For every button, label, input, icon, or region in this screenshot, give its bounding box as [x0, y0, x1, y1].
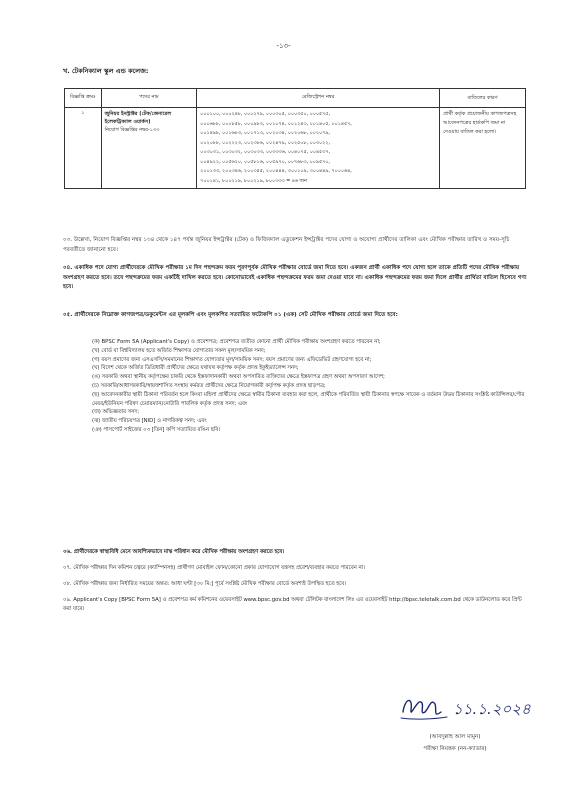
page-number: -১৩- [276, 42, 291, 50]
list-item: (জ) অভিজ্ঞতার সনদ; [92, 409, 140, 416]
header-registration: রেজিস্ট্রেশন নম্বর [197, 89, 440, 108]
list-item: (ঝ) জাতীয় পরিচয়পত্র [NID] ও নাগরিকত্ব সনদ; এবং [92, 418, 207, 425]
header-reason: বাতিলের কারণ [440, 89, 526, 108]
registration-line: ০০৪৯২২, ০০৫৬২০, ০০৫৮১৬, ০০৫৯৭০, ০০৭৬৮৩, ০০৯৫৭০, [200, 158, 330, 165]
registration-line: ০০৩০৩১, ০০৩০৩২, ০০৩০৩৩, ০০৩৩৩৬, ০০৪০৭৫, ০০৪৫৩৭, [200, 149, 330, 155]
row-registration-numbers [197, 108, 440, 189]
post-reference: নিয়োগ বিজ্ঞপ্তির নম্বর-১৩৩ [104, 127, 160, 133]
note-08: ০৮. মৌখিক পরীক্ষার জন্য নির্ধারিত সময়ের অন্তত: আধা ঘণ্টা [৩০ মি:] পূর্বে সংশ্লিষ্ট মৌখিক পরীক্ষার বোর্ডে অবশ্যই উপস্থিত হতে হবে। [63, 581, 347, 587]
header-serial: বিজ্ঞপ্তি ক্রমঃ [65, 89, 102, 108]
note-07: ০৭. মৌখিক পরীক্ষার দিন কমিশন চত্বরে (ক্যাম্পিনসহ) প্রার্থীগণ মোবাইল ফোন/কোনো প্রকার যোগাযোগ যন্ত্রসহ প্রবেশ/ব্যবহার করতে পারবেন না। [63, 565, 366, 571]
signature-date: ১১.১.২০২৪ [453, 700, 531, 718]
required-documents-list [92, 338, 529, 435]
registration-line: ০০২০৮৮, ০০২২২৩, ০০২৩৮৬, ০০২৪৭৯, ০০২৫০৮, ০০৩০২২, [200, 139, 330, 146]
registration-line: ২০০১৩৩, ২০০৩৪৬, ২০০৩৫৫, ২০০৪৪৪, ৩০০১০৯, ৩০০৪৪৯, ৭০০০৬৪, [200, 168, 352, 174]
registration-line: ০০০১০০, ০০০২৪৮, ০০০২৭৯, ০০০৩০৫, ০০০৩৫০, ০০০৫৭৫, [200, 111, 330, 117]
list-item: (ঙ) সরকারি অথবা স্থানীয় কর্তৃপক্ষের চাকরি থেকে ইস্তফাদানকারী অথবা অপসারিত ব্যক্তিদের ক্ষেত্রে ইস্তফাপত্র গ্রহণ অথবা অপসারণ আদেশ; [92, 374, 385, 381]
list-item: (খ) বোর্ড বা বিশ্ববিদ্যালয় হতে অর্জিত শিক্ষাগত যোগ্যতার সকল মূল/সাময়িক সনদ; [92, 347, 266, 354]
table-row [65, 108, 526, 189]
row-post [101, 108, 197, 189]
signatory-name: (আবদুল্লাহ আল মামুন) [429, 734, 481, 740]
list-item: (চ) সরকারি/আধাসরকারি/স্বায়ত্তশাসিত সংস্থায় কর্মরত প্রার্থীদের ক্ষেত্রে নিয়োগকারী কর্তৃপক্ষ কর্তৃক প্রদত্ত ছাড়পত্র; [92, 382, 326, 389]
header-post-name: পদের নাম [101, 89, 197, 108]
section-title: খ. টেকনিক্যাল স্কুল এন্ড কলেজ: [63, 67, 149, 75]
row-serial: ১ [65, 108, 102, 189]
paragraph-04: ০৪. একাধিক পদে যোগ্য প্রার্থীদেরকে মৌখিক পরীক্ষার ১ম দিন পছন্দক্রম ফরম পূরণপূর্বক মৌখিক পরীক্ষার বোর্ডে জমা দিতে হবে। একজন প্রার্থী একাধিক পদে যোগ্য হলে তাকে প্রতিটি পদের মৌখিক পরীক্ষায় অংশগ্রহণ করতে হবে। তবে পছন্দক্রমের ফরম একটিই দাখিল করতে হবে। কোনোভাবেই একাধিক পছন্দক্রমের ফরম জমা দেওয়া যাবে না। একাধিক পছন্দক্রমের ফরম জমা দিলে প্রার্থীর প্রার্থিতা বাতিল হিসেবে গণ্য হবে। [63, 265, 527, 290]
note-09: ০৯. Applicant's Copy [BPSC Form 5A] ও প্রবেশপত্র কর্ম কমিশনের ওয়েবসাইট www.bpsc.gov.bd অথবা টেলিটক বাংলাদেশ লিঃ এর ওয়েবসাইট http://bpsc.teletalk.com.bd থেকে ডাউনলোড করে প্রিন্ট করা যাবে। [63, 597, 522, 612]
post-name: জুনিয়র ইনস্ট্রাক্টর (টেক/জেনারেল ইলেকট্রিক্যাল ওয়ার্কস) [104, 111, 172, 125]
note-06: ০৬. প্রার্থীদেরকে স্বাস্থ্যবিধি মেনে আবশ্যিকভাবে মাস্ক পরিধান করে মৌখিক পরীক্ষায় অংশগ্রহণ করতে হবে। [63, 549, 285, 555]
registration-line: ০০০৬৮৮, ০০০৮৫৮, ০০০৯৮৩, ০০১০৭৪, ০০১২৪৩, ০০১৪০৫, ০০১৪৫৭, [200, 120, 352, 127]
row-reason: প্রার্থী কর্তৃক প্রয়োজনীয় কাগজপত্রসহ আবেদনপত্রের হার্ডকপি জমা না দেওয়ায় বাতিল করা হলো। [440, 108, 526, 189]
registration-line: ৭০০১৪১, ৮০০২১৯, ৮০০২১৯, ৮০০৩৩৩ = ৪৬ জন [200, 177, 307, 184]
paragraph-05: ০৫. প্রার্থীদেরকে নিম্নোক্ত কাগজপত্র/ডকুমেন্টস এর মূলকপি এবং মূলকপির সত্যায়িত ফটোকপি ০১ (এক) সেট মৌখিক পরীক্ষার বোর্ডে জমা দিতে হবে: [63, 312, 398, 318]
list-item: (ঞ) পাসপোর্ট সাইজের ০৩ [তিন] কপি সত্যায়িত রঙিন ছবি। [92, 426, 221, 433]
signature-image [395, 690, 565, 726]
cancelled-registrations-table [64, 88, 526, 189]
list-item: (গ) বয়স প্রমাণের জন্য এসএসসি/সমমানের শিক্ষাগত যোগ্যতার মূল/সাময়িক সনদ; বয়স প্রমাণের জন্য এফিডেভিট গ্রহণযোগ্য হবে না; [92, 356, 372, 363]
list-item: (ঘ) বিদেশ থেকে অর্জিত ডিগ্রিধারী প্রার্থীদের ক্ষেত্রে যথাযথ কর্তৃপক্ষ কর্তৃক প্রদত্ত ইকুইভ্যালেন্স সনদ; [92, 365, 299, 372]
registration-line: ০০১৪৯৮, ০০১৬৮৩, ০০১৭১৩, ০০২০৩৪, ০০২০৬৮, ০০২০৭৯, [200, 130, 330, 136]
list-item: (ছ) আবেদনকারীর স্থায়ী ঠিকানা পরিবর্তন হলে কিংবা মহিলা প্রার্থীদের ক্ষেত্রে স্বামীর ঠিকানা ব্যবহার করা হলে, প্রার্থীকে পরিবর্তিত স্থায়ী ঠিকানার স্বপক্ষে সাবেক ও বর্তমান উভয় ঠিকানার সংশ্লিষ্ট কাউন্সিলর/পৌর মেয়র/ইউনিয়ন পরিষদ চেয়ারম্যান/নোটারি পাবলিক কর্তৃক প্রদত্ত সনদ; এবং [92, 391, 525, 407]
table-header-row [65, 89, 526, 108]
list-item: (ক) BPSC Form 5A (Applicant's Copy) ও প্রবেশপত্র; প্রবেশপত্র ব্যতীত কোনো প্রার্থী মৌখিক পরীক্ষায় অংশগ্রহণ করতে পারবেন না; [92, 339, 381, 345]
signatory-title: পরীক্ষা নিয়ন্ত্রক (নন-ক্যাডার) [423, 746, 487, 752]
paragraph-03: ০৩. উল্লেখ্য, নিয়োগ বিজ্ঞপ্তির নম্বর ১৩৪ থেকে ১৪৭ পর্যন্ত জুনিয়র ইন্সট্রাক্টর (টেক) ও ফিজিক্যাল এডুকেশন ইন্সট্রাক্টর পদের যোগ্য ও অযোগ্য প্রার্থীদের তালিকা এবং মৌখিক পরীক্ষার তারিখ ও সময়-সূচি পরবর্তীতে জানানো হবে। [63, 237, 510, 253]
